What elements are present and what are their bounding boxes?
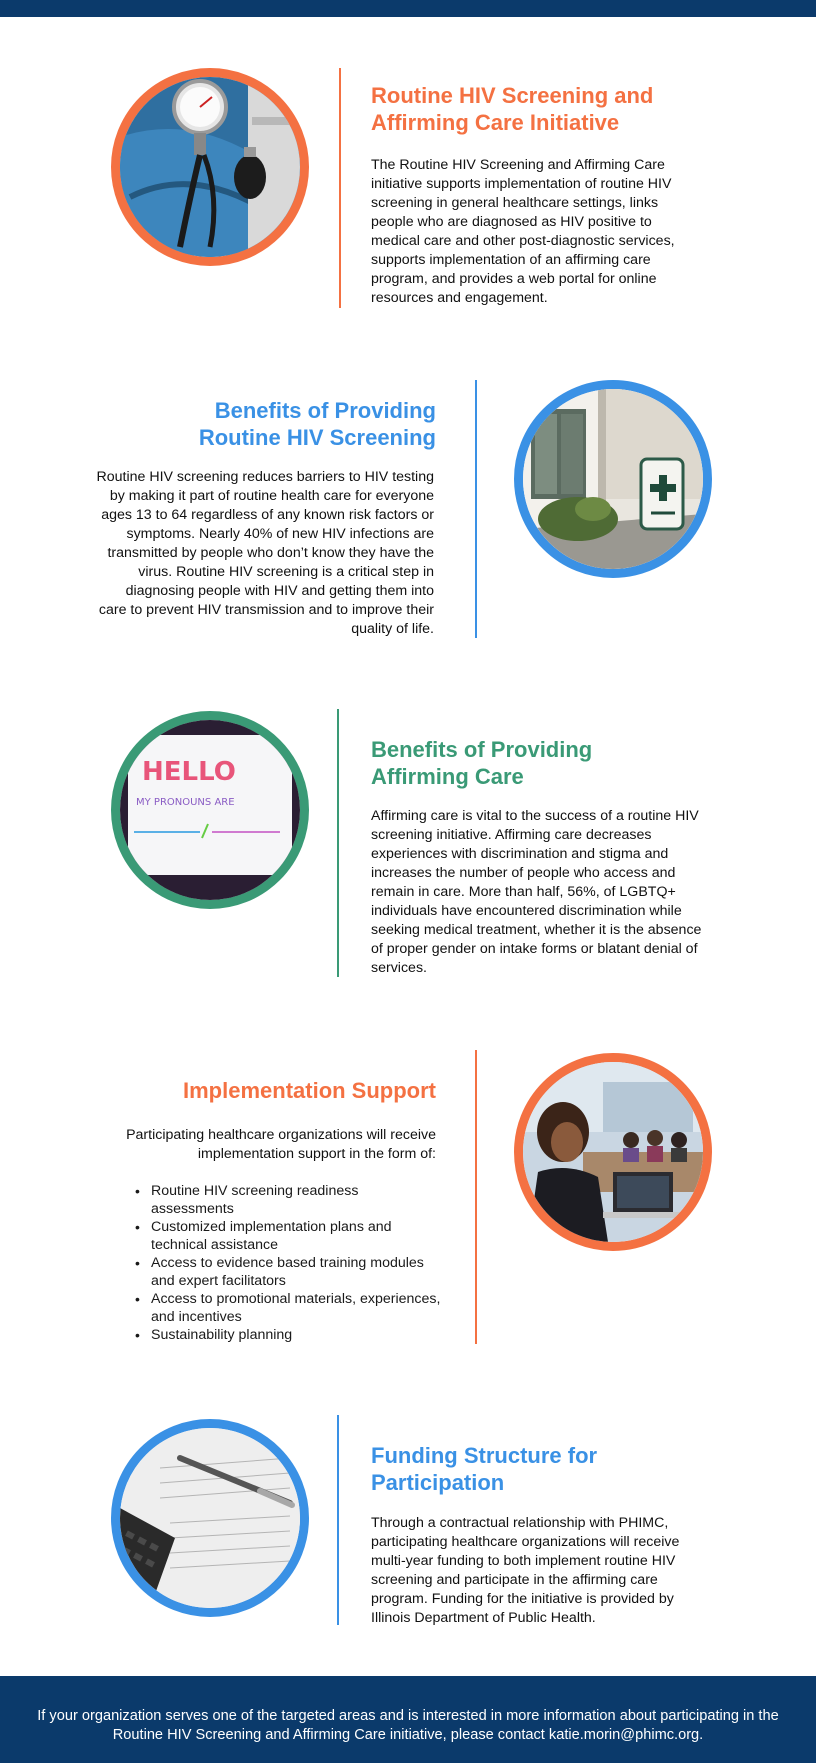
- heading-line: Affirming Care Initiative: [371, 110, 620, 135]
- section-divider: [339, 68, 341, 308]
- list-item: • Sustainability planning: [133, 1326, 441, 1344]
- heading-line: Benefits of Providing: [214, 398, 436, 423]
- section-heading: [371, 82, 751, 136]
- list-item: • Access to evidence based training modules and expert facilitators: [133, 1254, 441, 1290]
- footer-banner: [0, 1676, 816, 1763]
- heading-line: Routine HIV Screening: [198, 425, 436, 450]
- list-item: • Access to promotional materials, experiences, and incentives: [133, 1290, 441, 1326]
- section-body: Affirming care is vital to the success of a routine HIV screening initiative. Affirming care decreases experiences with discrimination and stigma and increases the number of people who access and remain in care. More than half, 56%, of LGBTQ+ individuals have encountered discrimination while seeking medical treatment, whether it is the absence of proper gender on intake forms or blatant denial of services.: [371, 808, 702, 976]
- section-heading: [371, 736, 751, 790]
- list-item: • Routine HIV screening readiness assessments: [133, 1182, 441, 1218]
- section-body: The Routine HIV Screening and Affirming Care initiative supports implementation of routine HIV screening in general healthcare settings, links people who are diagnosed as HIV positive to medical care and other post-diagnostic services, supports implementation of an affirming care program, and provides a web portal for online resources and engagement.: [371, 157, 675, 306]
- section-body: Through a contractual relationship with PHIMC, participating healthcare organizations will receive multi-year funding to both implement routine HIV screening and participate in the affirming care program. Funding for the initiative is provided by Illinois Department of Public Health.: [371, 1515, 680, 1626]
- heading-line: Benefits of Providing: [371, 737, 593, 762]
- heading-line: Routine HIV Screening and: [371, 83, 654, 108]
- footer-contact-text: If your organization serves one of the targeted areas and is interested in more information about participating in the Routine HIV Screening and Affirming Care initiative, please contact katie.morin@phimc.org.: [37, 1708, 779, 1743]
- section-divider: [475, 380, 477, 638]
- section-divider: [475, 1050, 477, 1344]
- meeting-room-image: [514, 1053, 712, 1251]
- section-intro: Participating healthcare organizations will receive implementation support in the form of:: [126, 1127, 436, 1162]
- section-heading: [100, 1077, 436, 1104]
- top-banner: [0, 0, 816, 17]
- section-divider: [337, 709, 339, 977]
- section-heading: [100, 397, 436, 451]
- calculator-pen-image: [111, 1419, 309, 1617]
- blood-pressure-gauge-image: [111, 68, 309, 266]
- heading-line: Implementation Support: [183, 1078, 436, 1103]
- pronouns-hello-text: HELLO: [142, 757, 236, 787]
- pharmacy-storefront-image: [514, 380, 712, 578]
- section-body: Routine HIV screening reduces barriers to HIV testing by making it part of routine health care for everyone ages 13 to 64 regardless of any known risk factors or symptoms. Nearly 40% of new HIV infections are transmitted by people who don’t know they have the virus. Routine HIV screening is a critical step in diagnosing people with HIV and getting them into care to prevent HIV transmission and to improve their quality of life.: [96, 469, 434, 637]
- heading-line: Funding Structure for: [371, 1443, 598, 1468]
- section-heading: [371, 1442, 751, 1496]
- heading-line: Affirming Care: [371, 764, 524, 789]
- list-item: • Customized implementation plans and technical assistance: [133, 1218, 441, 1254]
- support-list: [133, 1182, 441, 1344]
- pronouns-sign-image: [111, 711, 309, 909]
- heading-line: Participation: [371, 1470, 505, 1495]
- section-divider: [337, 1415, 339, 1625]
- pronouns-subtitle-text: MY PRONOUNS ARE: [136, 797, 235, 808]
